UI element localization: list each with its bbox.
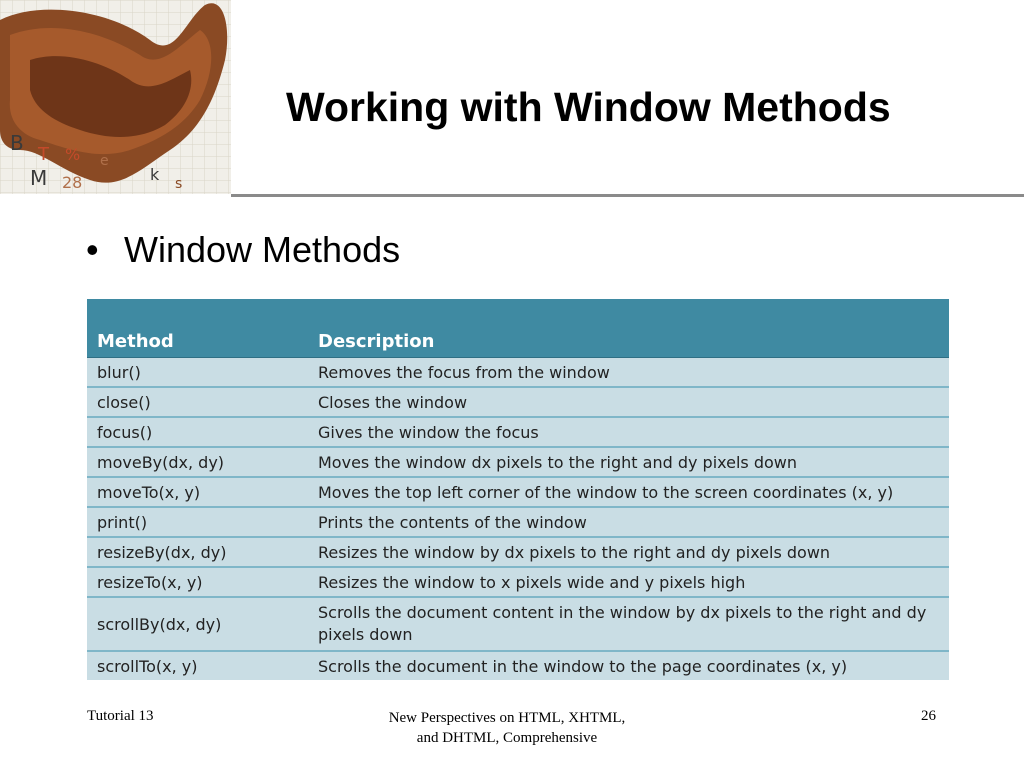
method-cell: resizeBy(dx, dy) <box>87 537 308 567</box>
footer-book-title <box>352 708 662 748</box>
method-cell: moveTo(x, y) <box>87 477 308 507</box>
svg-text:e: e <box>100 153 109 169</box>
svg-text:k: k <box>150 165 160 184</box>
method-cell: scrollBy(dx, dy) <box>87 597 308 651</box>
header-description: Description <box>308 299 949 358</box>
slide-title: Working with Window Methods <box>286 84 891 130</box>
bullet-item <box>86 229 400 271</box>
table-row <box>87 597 949 651</box>
description-cell: Scrolls the document content in the window by dx pixels to the right and dy pixels down <box>308 597 949 651</box>
description-cell: Resizes the window by dx pixels to the right and dy pixels down <box>308 537 949 567</box>
method-cell: close() <box>87 387 308 417</box>
bullet-text: Window Methods <box>124 229 401 270</box>
method-cell: focus() <box>87 417 308 447</box>
description-cell: Prints the contents of the window <box>308 507 949 537</box>
bullet-dot-icon: • <box>86 229 99 270</box>
svg-text:28: 28 <box>62 173 83 192</box>
description-cell: Closes the window <box>308 387 949 417</box>
method-cell: print() <box>87 507 308 537</box>
svg-text:s: s <box>175 176 183 192</box>
footer-book-title-line2: and DHTML, Comprehensive <box>416 730 598 746</box>
description-cell: Scrolls the document in the window to the page coordinates (x, y) <box>308 651 949 680</box>
method-cell: blur() <box>87 358 308 388</box>
method-cell: scrollTo(x, y) <box>87 651 308 680</box>
svg-text:T: T <box>38 144 49 165</box>
table-row <box>87 477 949 507</box>
svg-text:M: M <box>30 166 48 190</box>
title-divider <box>231 194 1024 197</box>
description-cell: Moves the window dx pixels to the right and dy pixels down <box>308 447 949 477</box>
method-cell: moveBy(dx, dy) <box>87 447 308 477</box>
svg-text:B: B <box>10 131 24 155</box>
header-method: Method <box>87 299 308 358</box>
table-header-row <box>87 299 949 358</box>
description-cell: Removes the focus from the window <box>308 358 949 388</box>
footer-book-title-line1: New Perspectives on HTML, XHTML, <box>388 710 626 726</box>
page-number: 26 <box>921 708 936 724</box>
table-row <box>87 567 949 597</box>
table-row <box>87 537 949 567</box>
table-row <box>87 417 949 447</box>
description-cell: Resizes the window to x pixels wide and y pixels high <box>308 567 949 597</box>
window-methods-table <box>87 299 949 680</box>
table-row <box>87 358 949 388</box>
description-cell: Moves the top left corner of the window to the screen coordinates (x, y) <box>308 477 949 507</box>
table-row <box>87 507 949 537</box>
corner-decorative-image <box>0 0 231 194</box>
table-row <box>87 651 949 680</box>
footer-tutorial-label: Tutorial 13 <box>87 708 154 724</box>
svg-text:%: % <box>65 145 81 164</box>
table-row <box>87 387 949 417</box>
table-row <box>87 447 949 477</box>
method-cell: resizeTo(x, y) <box>87 567 308 597</box>
description-cell: Gives the window the focus <box>308 417 949 447</box>
